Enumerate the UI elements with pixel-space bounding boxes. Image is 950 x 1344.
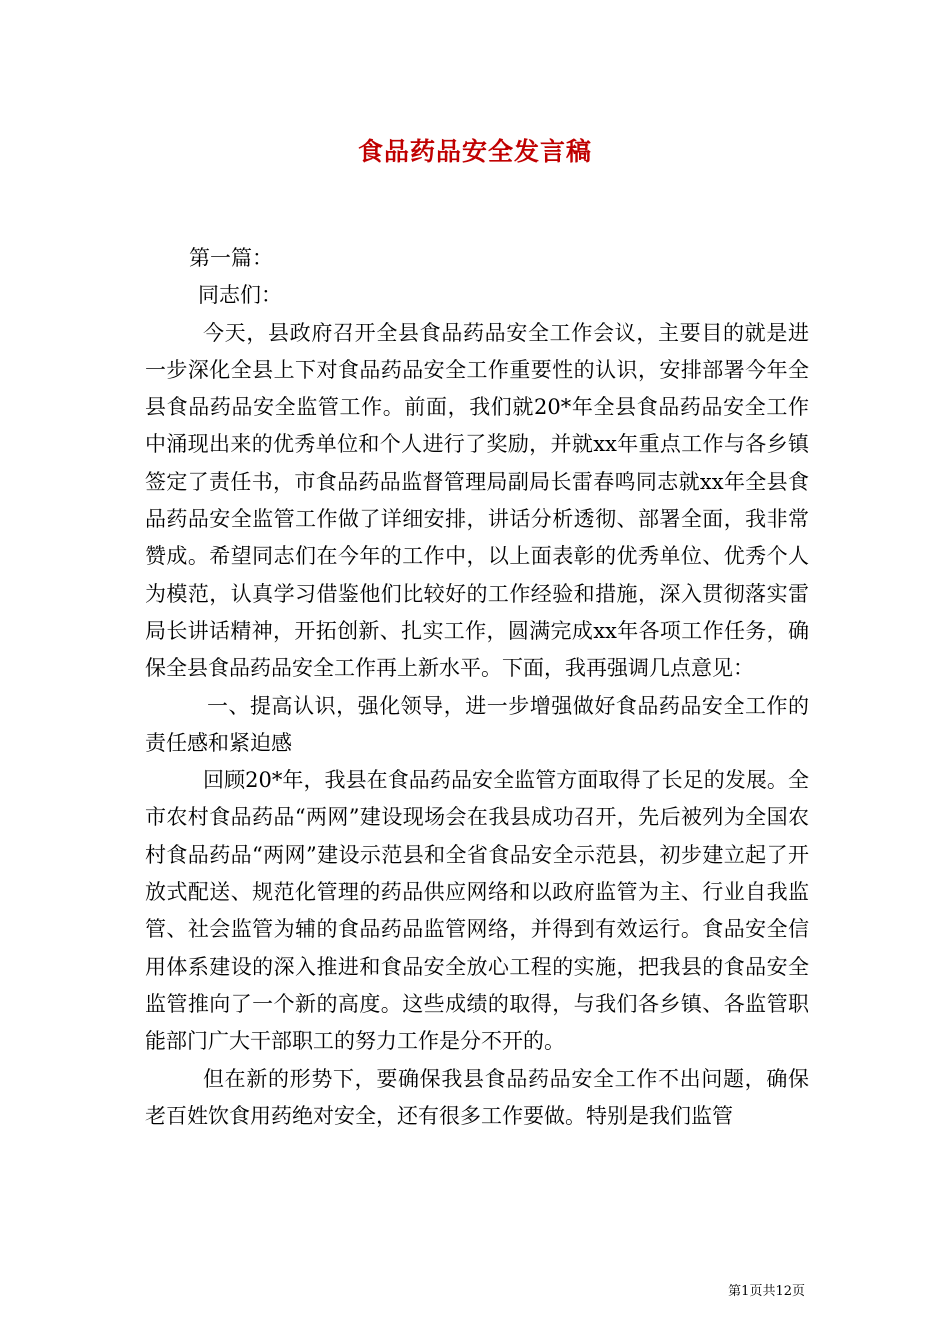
document-title: 食品药品安全发言稿 <box>357 137 592 166</box>
section-heading: 第一篇： <box>189 246 273 270</box>
document-body <box>145 240 809 1135</box>
page-number: 第1页共12页 <box>728 1284 805 1299</box>
paragraph-2: 一、提高认识，强化领导，进一步增强做好食品药品安全工作的责任感和紧迫感 <box>145 693 809 755</box>
salutation: 同志们： <box>198 283 282 308</box>
paragraph-1: 今天，县政府召开全县食品药品安全工作会议，主要目的就是进一步深化全县上下对食品药品安全工作重要性的认识，安排部署今年全县食品药品安全监管工作。前面，我们就20*年全县食品药品安全工作中涌现出来的优秀单位和个人进行了奖励，并就xx年重点工作与各乡镇签定了责任书，市食品药品监督管理局副局长雷春鸣同志就xx年全县食品药品安全监管工作做了详细安排，讲话分析透彻、部署全面，我非常赞成。希望同志们在今年的工作中，以上面表彰的优秀单位、优秀个人为模范，认真学习借鉴他们比较好的工作经验和措施，深入贯彻落实雷局长讲话精神，开拓创新、扎实工作，圆满完成xx年各项工作任务，确保全县食品药品安全工作再上新水平。下面，我再强调几点意见： <box>145 320 809 681</box>
paragraph-4: 但在新的形势下，要确保我县食品药品安全工作不出问题，确保老百姓饮食用药绝对安全，还有很多工作要做。特别是我们监管 <box>145 1066 809 1128</box>
paragraph-3: 回顾20*年，我县在食品药品安全监管方面取得了长足的发展。全市农村食品药品“两网”建设现场会在我县成功召开，先后被列为全国农村食品药品“两网”建设示范县和全省食品安全示范县，初步建立起了开放式配送、规范化管理的药品供应网络和以政府监管为主、行业自我监管、社会监管为辅的食品药品监管网络，并得到有效运行。食品安全信用体系建设的深入推进和食品安全放心工程的实施，把我县的食品安全监管推向了一个新的高度。这些成绩的取得，与我们各乡镇、各监管职能部门广大干部职工的努力工作是分不开的。 <box>145 768 809 1054</box>
